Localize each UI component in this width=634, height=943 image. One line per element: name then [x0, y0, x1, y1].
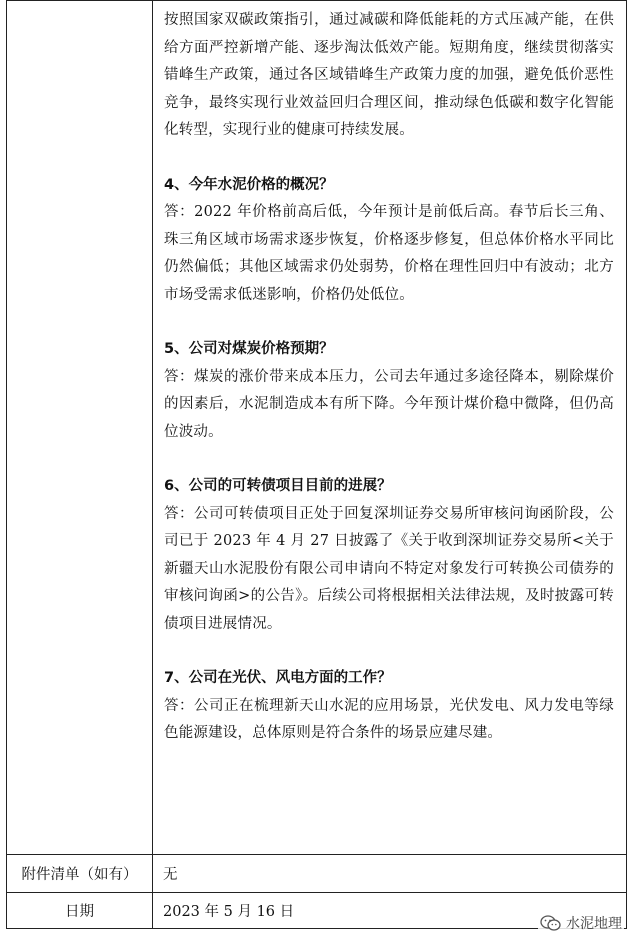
document-table	[6, 0, 627, 929]
content-cell	[154, 1, 626, 854]
answer-7: 答：公司正在梳理新天山水泥的应用场景，光伏发电、风力发电等绿色能源建设，总体原则是符合条件的场景应建尽建。	[164, 697, 614, 741]
answer-6: 答：公司可转债项目正处于回复深圳证券交易所审核问询函阶段，公司已于 2023 年 4 月 27 日披露了《关于收到深圳证券交易所<关于新疆天山水泥股份有限公司申请向不特定对象发行可转换公司债券的审核问询函>的公告》。后续公司将根据相关法律法规，及时披露可转债项目进展情况。	[164, 505, 614, 632]
question-5: 5、公司对煤炭价格预期？	[164, 341, 334, 357]
question-4: 4、今年水泥价格的概况？	[164, 176, 334, 193]
answer-5: 答：煤炭的涨价带来成本压力，公司去年通过多途径降本，剔除煤价的因素后，水泥制造成本有所下降。今年预计煤价稳中微降，但仍高位波动。	[164, 368, 614, 440]
attachments-row	[7, 854, 626, 892]
date-row	[7, 892, 626, 928]
question-6: 6、公司的可转债项目目前的进展？	[164, 478, 392, 494]
question-7: 7、公司在光伏、风电方面的工作？	[164, 670, 392, 686]
intro-paragraph: 按照国家双碳政策指引，通过减碳和降低能耗的方式压减产能，在供给方面严控新增产能、逐步淘汰低效产能。短期角度，继续贯彻落实错峰生产政策，通过各区域错峰生产政策力度的加强，避免低价恶性竞争，最终实现行业效益回归合理区间，推动绿色低碳和数字化智能化转型，实现行业的健康可持续发展。	[164, 12, 614, 138]
qa-block-6	[164, 473, 614, 638]
date-value: 2023 年 5 月 16 日	[163, 904, 295, 920]
left-label-column	[7, 1, 153, 854]
watermark-text: 水泥地理	[566, 916, 622, 932]
attachments-value: 无	[163, 867, 178, 883]
date-label: 日期	[7, 893, 153, 928]
wechat-icon	[540, 914, 562, 932]
attachments-label: 附件清单（如有）	[7, 855, 153, 892]
qa-block-5	[164, 336, 614, 446]
qa-block-4	[164, 172, 614, 310]
wechat-watermark	[538, 913, 624, 933]
qa-block-7	[164, 665, 614, 748]
answer-4: 答：2022 年价格前高后低，今年预计是前低后高。春节后长三角、珠三角区域市场需求逐步恢复，价格逐步修复，但总体价格水平同比仍然偏低；其他区域需求仍处弱势，价格在理性回归中有波动；北方市场受需求低迷影响，价格仍处低位。	[164, 204, 614, 303]
